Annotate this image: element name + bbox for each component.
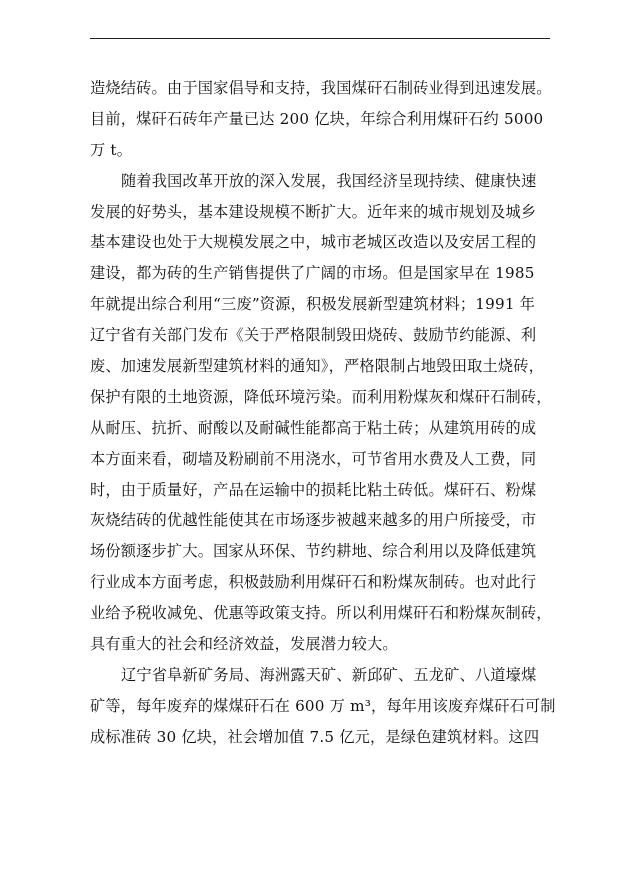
text-line: 行业成本方面考虑，积极鼓励利用煤矸石和粉煤灰制砖。也对此行 [90,573,537,592]
text-line: 基本建设也处于大规模发展之中，城市老城区改造以及安居工程的 [90,233,537,252]
paragraph-2 [90,166,560,660]
document-body [90,73,560,753]
text-line: 目前，煤矸石砖年产量已达 200 亿块，年综合利用煤矸石约 5000 [90,109,544,128]
text-line: 保护有限的土地资源，降低环境污染。而利用粉煤灰和煤矸石制砖， [90,387,552,406]
text-line: 时，由于质量好，产品在运输中的损耗比粘土砖低。煤矸石、粉煤 [90,480,537,499]
text-line: 随着我国改革开放的深入发展，我国经济呈现持续、健康快速 [121,171,537,190]
header-rule [90,38,550,39]
paragraph-3 [90,660,560,753]
text-line: 发展的好势头，基本建设规模不断扩大。近年来的城市规划及城乡 [90,202,537,221]
text-line: 成标准砖 30 亿块，社会增加值 7.5 亿元，是绿色建筑材料。这四 [90,727,540,746]
text-line: 年就提出综合利用“三废”资源，积极发展新型建筑材料；1991 年 [90,295,536,314]
text-line: 矿等，每年废弃的煤煤矸石在 600 万 m³，每年用该废弃煤矸石可制 [90,696,556,715]
text-line: 辽宁省阜新矿务局、海洲露天矿、新邱矿、五龙矿、八道壕煤 [121,665,537,684]
text-line: 从耐压、抗折、耐酸以及耐碱性能都高于粘土砖；从建筑用砖的成 [90,418,537,437]
text-line: 万 t。 [90,140,133,159]
text-line: 灰烧结砖的优越性能使其在市场逐步被越来越多的用户所接受，市 [90,511,537,530]
text-line: 造烧结砖。由于国家倡导和支持，我国煤矸石制砖业得到迅速发展。 [90,79,552,97]
text-line: 建设，都为砖的生产销售提供了广阔的市场。但是国家早在 1985 [90,264,535,283]
paragraph-1 [90,73,560,166]
text-line: 本方面来看，砌墙及粉刷前不用浇水，可节省用水费及人工费，同 [90,449,537,468]
text-line: 场份额逐步扩大。国家从环保、节约耕地、综合利用以及降低建筑 [90,542,537,561]
text-line: 业给予税收减免、优惠等政策支持。所以利用煤矸石和粉煤灰制砖， [90,604,552,623]
text-line: 废、加速发展新型建筑材料的通知》，严格限制占地毁田取土烧砖， [90,357,545,376]
text-line: 具有重大的社会和经济效益，发展潜力较大。 [90,635,398,654]
text-line: 辽宁省有关部门发布《关于严格限制毁田烧砖、鼓励节约能源、利 [90,326,537,345]
